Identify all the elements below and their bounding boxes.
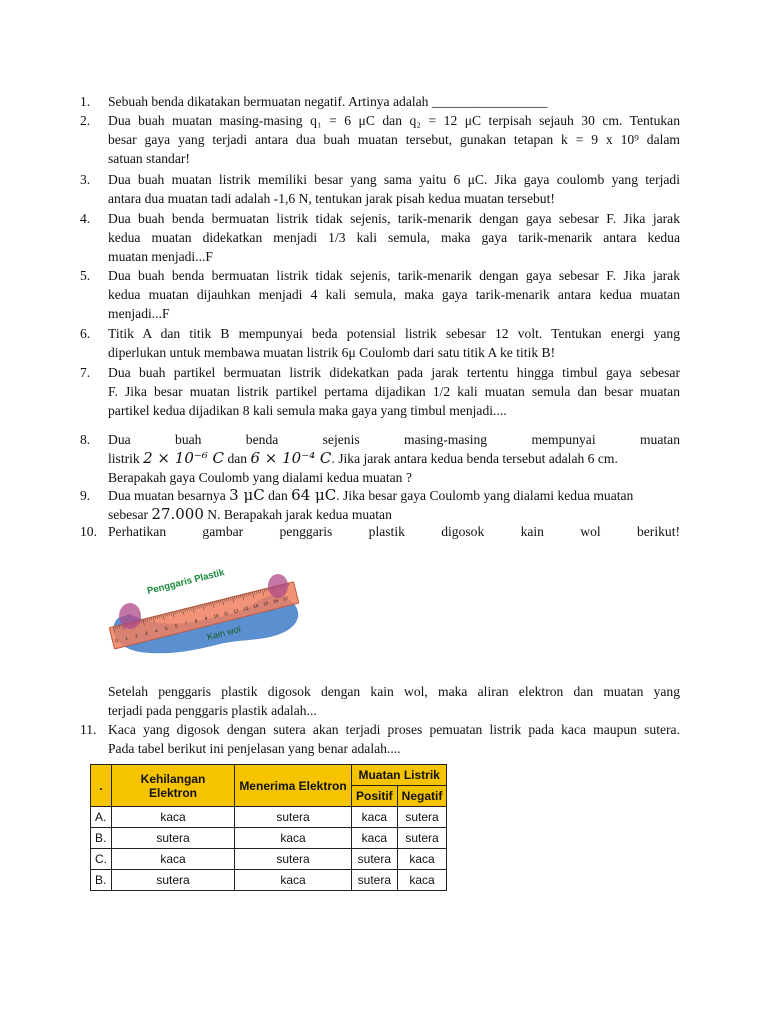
- table-cell: kaca: [112, 807, 235, 828]
- ruler-number: 16: [272, 598, 279, 605]
- table-row: [91, 828, 447, 849]
- question-text: Dua buah benda bermuatan listrik tidak sejenis, tarik-menarik dengan gaya sebesar F. Jika jarak: [108, 211, 680, 226]
- table-cell: kaca: [352, 828, 398, 849]
- question-text: kedua muatan didekatkan menjadi 1/3 kali semula, maka gaya tarik-menarik antara kedua: [108, 230, 680, 245]
- question-number: 10.: [80, 524, 97, 539]
- question-7: [80, 363, 680, 420]
- question-text: menjadi...F: [108, 306, 170, 321]
- ruler-number: 15: [262, 600, 269, 607]
- text-segment: . Jika besar gaya Coulomb yang dialami kedua muatan: [336, 488, 634, 503]
- rub-spot-right: [268, 574, 288, 598]
- question-number: 11.: [80, 722, 97, 737]
- formula: 27.000: [151, 505, 204, 523]
- table-cell: sutera: [112, 870, 235, 891]
- question-number: 6.: [80, 326, 91, 341]
- question-text: Dua buah benda bermuatan listrik tidak sejenis, tarik-menarik dengan gaya sebesar F. Jika jarak: [108, 268, 680, 283]
- question-9: [80, 486, 680, 524]
- table-cell: kaca: [397, 870, 447, 891]
- table-cell: sutera: [352, 849, 398, 870]
- question-text: partikel kedua dijadikan 8 kali semula maka gaya yang timbul menjadi....: [108, 403, 507, 418]
- formula: 2 × 10⁻⁶ C: [143, 449, 225, 467]
- table-header-row: [91, 765, 447, 786]
- question-number: 3.: [80, 172, 91, 187]
- question-1: [80, 92, 680, 111]
- table-corner: .: [91, 765, 112, 807]
- text-segment: Dua muatan besarnya: [108, 488, 230, 503]
- question-text: F. Jika besar muatan listrik partikel pertama dijadikan 1/2 kali muatan semula dan besar muatan: [108, 384, 680, 399]
- question-number: 9.: [80, 488, 91, 503]
- ruler-number: 14: [252, 603, 259, 610]
- ruler-number: 7: [184, 620, 189, 627]
- question-number: 4.: [80, 211, 91, 226]
- ruler-number: 6: [174, 623, 179, 629]
- text-segment: listrik: [108, 451, 144, 466]
- question-number: 7.: [80, 365, 91, 380]
- question-8: [80, 430, 680, 487]
- text-segment: . Jika jarak antara kedua benda tersebut adalah 6 cm.: [331, 451, 618, 466]
- question-text: Dua buah muatan masing-masing q₁ = 6 μC dan q₂ = 12 μC terpisah sejauh 30 cm. Tentukan: [108, 113, 680, 128]
- header-negatif: Negatif: [397, 786, 447, 807]
- formula: 6 × 10⁻⁴ C: [250, 449, 332, 467]
- question-number: 8.: [80, 432, 91, 447]
- question-text: satuan standar!: [108, 151, 190, 166]
- row-label: B.: [91, 870, 112, 891]
- text-segment: dan: [224, 451, 251, 466]
- ruler-number: 13: [242, 605, 249, 612]
- header-menerima: Menerima Elektron: [235, 765, 352, 807]
- question-number: 1.: [80, 94, 91, 109]
- text-segment: dan: [264, 488, 292, 503]
- ruler-number: 17: [282, 595, 289, 602]
- question-text: Berapakah gaya Coulomb yang dialami kedua muatan ?: [108, 470, 412, 485]
- table-row: [91, 870, 447, 891]
- question-text: besar gaya yang terjadi antara dua buah muatan tersebut, gunakan tetapan k = 9 x 10⁹ dalam: [108, 132, 680, 147]
- table-cell: kaca: [397, 849, 447, 870]
- table-cell: sutera: [397, 807, 447, 828]
- question-11: [80, 720, 680, 758]
- question-text: Perhatikan gambar penggaris plastik digosok kain wol berikut!: [108, 524, 680, 539]
- row-label: C.: [91, 849, 112, 870]
- row-label: B.: [91, 828, 112, 849]
- table-cell: sutera: [112, 828, 235, 849]
- ruler-number: 12: [232, 607, 239, 615]
- question-4: [80, 209, 680, 266]
- table-cell: sutera: [352, 870, 398, 891]
- question-text: diperlukan untuk membawa muatan listrik 6μ Coulomb dari satu titik A ke titik B!: [108, 345, 556, 360]
- question-10-continuation: [80, 682, 680, 720]
- header-positif: Positif: [352, 786, 398, 807]
- table-cell: sutera: [235, 849, 352, 870]
- ruler-number: 1: [124, 635, 129, 642]
- ruler-wool-illustration: [100, 556, 310, 666]
- ruler-number: 5: [164, 625, 169, 632]
- cloth-label: Kain wol: [206, 624, 242, 642]
- question-text: terjadi pada penggaris plastik adalah...: [108, 703, 317, 718]
- ruler-number: 4: [154, 628, 159, 634]
- question-text: Dua buah benda sejenis masing-masing mempunyai muatan: [108, 432, 680, 447]
- ruler-number: 3: [144, 630, 149, 637]
- text-segment: sebesar: [108, 507, 152, 522]
- question-2: [80, 111, 680, 168]
- header-muatan: Muatan Listrik: [352, 765, 447, 786]
- ruler-number: 10: [212, 612, 220, 620]
- question-text: Dua buah muatan listrik memiliki besar yang sama yaitu 6 μC. Jika gaya coulomb yang terjadi: [108, 172, 680, 187]
- answer-table: [90, 764, 447, 891]
- ruler-number: 11: [223, 610, 229, 617]
- question-text: Kaca yang digosok dengan sutera akan terjadi proses pemuatan listrik pada kaca maupun sutera.: [108, 722, 680, 737]
- question-6: [80, 324, 680, 362]
- question-text: Setelah penggaris plastik digosok dengan kain wol, maka aliran elektron dan muatan yang: [108, 684, 680, 699]
- table-cell: sutera: [235, 807, 352, 828]
- question-text: kedua muatan dijauhkan menjadi 4 kali semula, maka gaya tarik-menarik antara kedua muatan: [108, 287, 680, 302]
- question-3: [80, 170, 680, 208]
- row-label: A.: [91, 807, 112, 828]
- rub-spot-left: [119, 603, 141, 629]
- question-number: 5.: [80, 268, 91, 283]
- question-text-formula: [108, 486, 680, 505]
- table-row: [91, 849, 447, 870]
- question-text: Sebuah benda dikatakan bermuatan negatif. Artinya adalah _________________: [108, 94, 548, 109]
- question-text-formula: [108, 449, 680, 468]
- ruler-number: 2: [134, 633, 139, 639]
- table-cell: sutera: [397, 828, 447, 849]
- ruler-number: 9: [204, 615, 208, 622]
- ruler-number: 8: [194, 618, 198, 624]
- table-cell: kaca: [235, 870, 352, 891]
- question-text: Titik A dan titik B mempunyai beda potensial listrik sebesar 12 volt. Tentukan energi yang: [108, 326, 680, 341]
- ruler-number: 0: [114, 638, 119, 644]
- question-5: [80, 266, 680, 323]
- question-text: muatan menjadi...F: [108, 249, 213, 264]
- table-cell: kaca: [112, 849, 235, 870]
- formula: 3 μC: [229, 486, 265, 504]
- question-10: [80, 522, 680, 541]
- header-kehilangan: Kehilangan Elektron: [112, 765, 235, 807]
- text-segment: N. Berapakah jarak kedua muatan: [203, 507, 392, 522]
- table-row: [91, 807, 447, 828]
- table-cell: kaca: [352, 807, 398, 828]
- question-text: antara dua muatan tadi adalah -1,6 N, tentukan jarak pisah kedua muatan tersebut!: [108, 191, 555, 206]
- table-cell: kaca: [235, 828, 352, 849]
- ruler-label: Penggaris Plastik: [146, 567, 226, 597]
- formula: 64 μC: [291, 486, 337, 504]
- question-text: Pada tabel berikut ini penjelasan yang benar adalah....: [108, 741, 401, 756]
- question-text: Dua buah partikel bermuatan listrik didekatkan pada jarak tertentu hingga timbul gaya sebesar: [108, 365, 680, 380]
- question-number: 2.: [80, 113, 91, 128]
